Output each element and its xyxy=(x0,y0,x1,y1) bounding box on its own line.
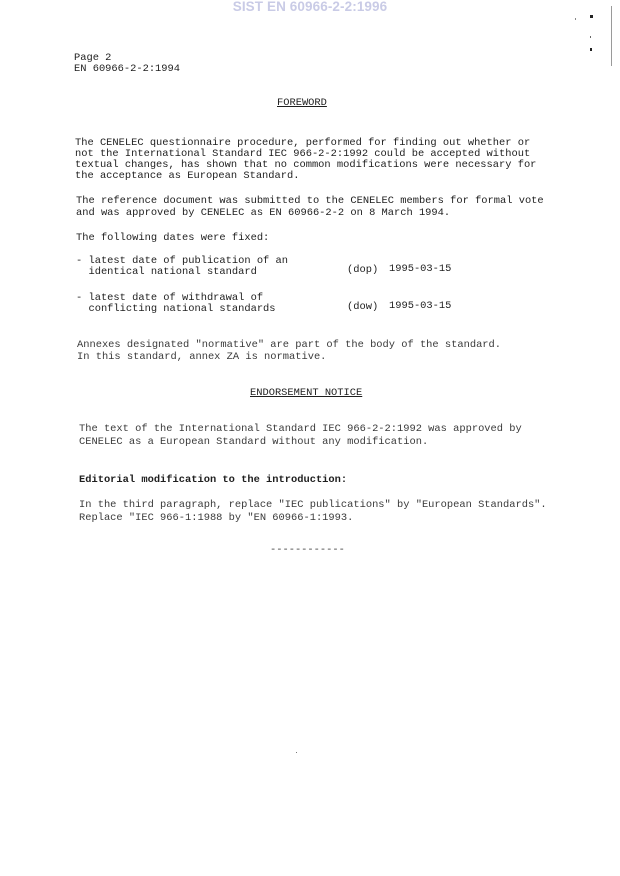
scan-speck xyxy=(590,48,592,51)
scan-speck xyxy=(575,18,576,20)
document-id: EN 60966-2-2:1994 xyxy=(74,63,181,75)
page-number: Page 2 xyxy=(74,52,112,64)
scan-speck xyxy=(296,752,297,753)
date-code: (dow) xyxy=(347,301,379,313)
dates-intro: The following dates were fixed: xyxy=(76,232,270,244)
scan-speck xyxy=(590,15,593,18)
foreword-title: FOREWORD xyxy=(277,97,327,109)
date-code: (dop) xyxy=(347,264,379,276)
editorial-heading: Editorial modification to the introduction: xyxy=(79,474,348,486)
scan-speck xyxy=(590,36,591,38)
endorsement-title: ENDORSEMENT NOTICE xyxy=(250,387,363,399)
watermark: SIST EN 60966-2-2:1996 xyxy=(232,0,388,14)
end-separator: ------------ xyxy=(270,544,345,556)
date-value: 1995-03-15 xyxy=(389,300,452,312)
date-value: 1995-03-15 xyxy=(389,263,452,275)
scan-edge-line xyxy=(611,6,612,66)
